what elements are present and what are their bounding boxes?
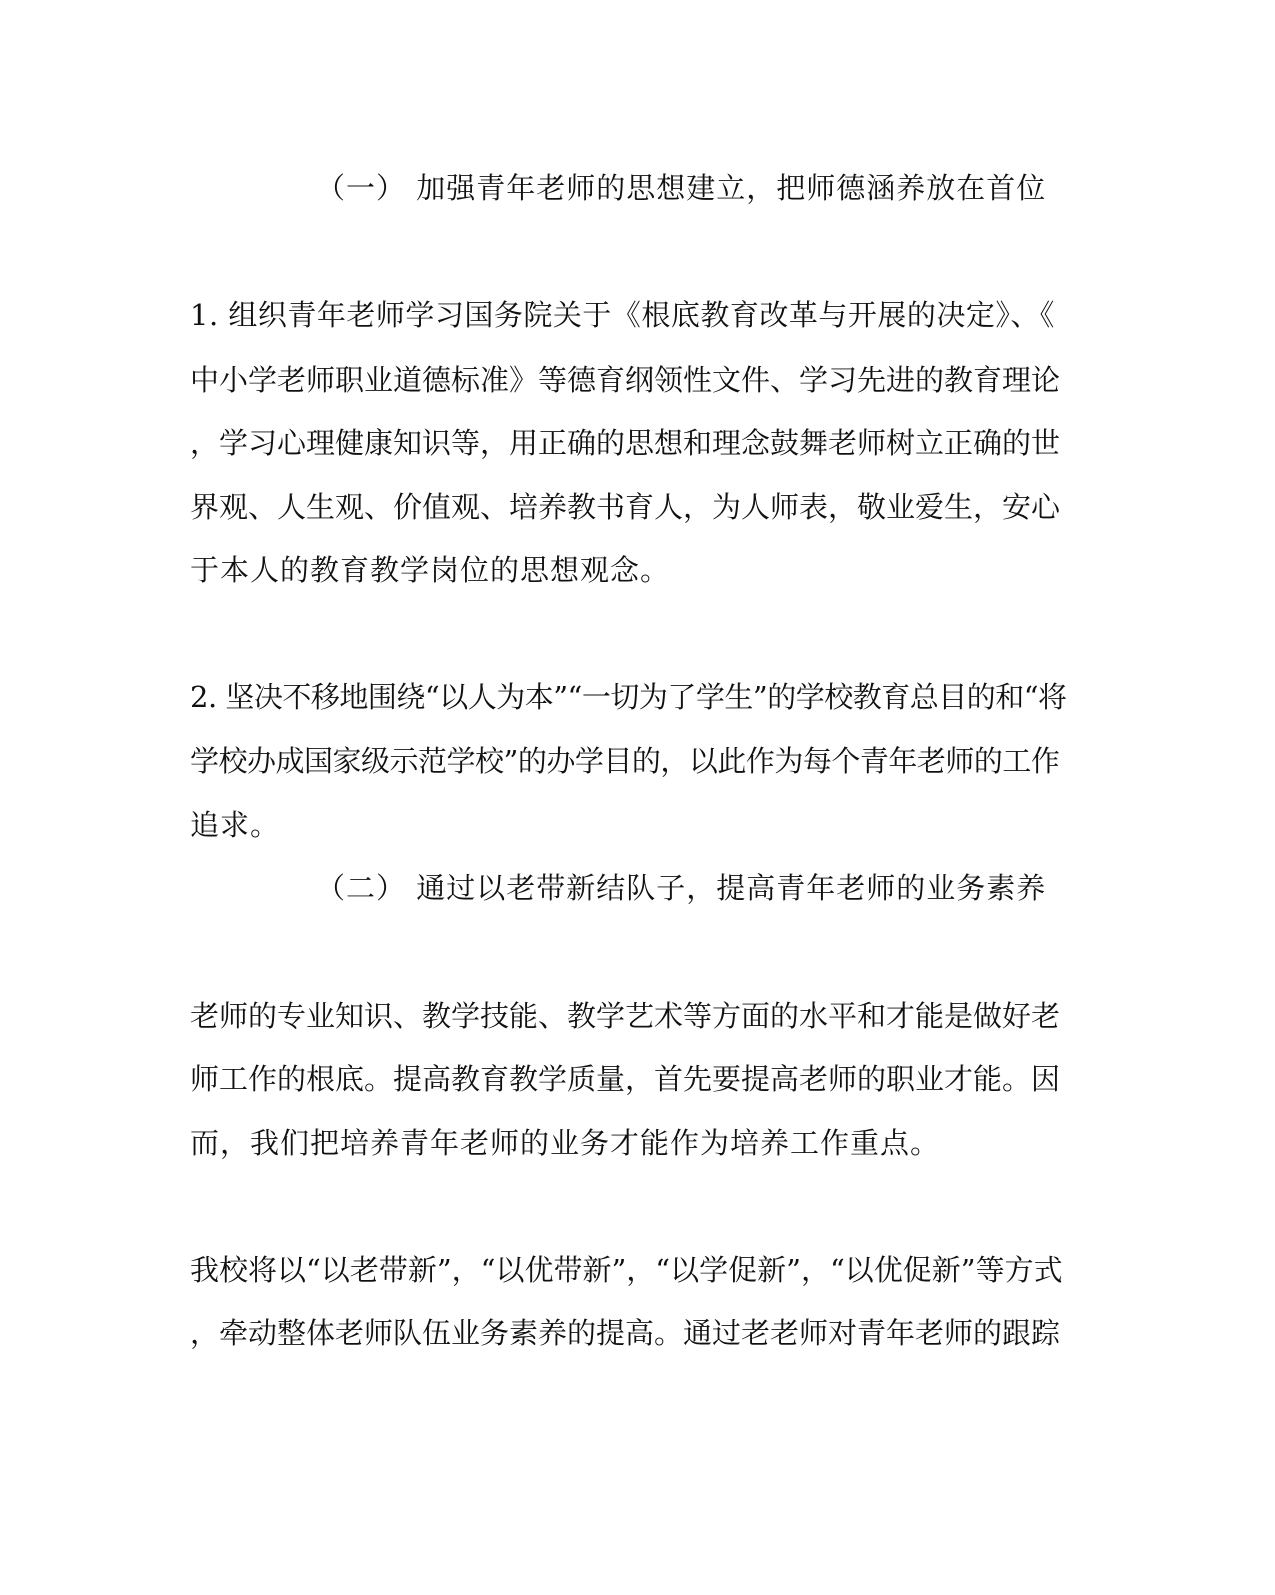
paragraph-line: 我校将以“以老带新”，“以优带新”，“以学促新”，“以优促新”等方式	[190, 1253, 1063, 1287]
section-heading-1: （一） 加强青年老师的思想建立，把师德涵养放在首位	[316, 171, 1047, 205]
paragraph-line: 2. 坚决不移地围绕“以人为本”“一切为了学生”的学校教育总目的和“将	[190, 680, 1067, 714]
paragraph-line: 师工作的根底。提高教育教学质量，首先要提高老师的职业才能。因	[190, 1062, 1061, 1096]
paragraph-line: 老师的专业知识、教学技能、教学艺术等方面的水平和才能是做好老	[190, 999, 1061, 1033]
paragraph-line: 追求。	[190, 808, 281, 842]
section-heading-2: （二） 通过以老带新结队子，提高青年老师的业务素养	[316, 871, 1047, 905]
paragraph-line: 中小学老师职业道德标准》等德育纲领性文件、学习先进的教育理论	[190, 363, 1061, 397]
paragraph-line: ，学习心理健康知识等，用正确的思想和理念鼓舞老师树立正确的世	[190, 426, 1061, 460]
paragraph-line: 而，我们把培养青年老师的业务才能作为培养工作重点。	[190, 1126, 941, 1160]
paragraph-line: ，牵动整体老师队伍业务素养的提高。通过老老师对青年老师的跟踪	[190, 1316, 1061, 1350]
paragraph-line: 界观、人生观、价值观、培养教书育人，为人师表，敬业爱生，安心	[190, 490, 1061, 524]
paragraph-line: 于本人的教育教学岗位的思想观念。	[190, 553, 671, 587]
paragraph-line: 学校办成国家级示范学校”的办学目的，以此作为每个青年老师的工作	[190, 744, 1060, 778]
paragraph-line: 1. 组织青年老师学习国务院关于《根底教育改革与开展的决定》、《	[190, 298, 1055, 332]
